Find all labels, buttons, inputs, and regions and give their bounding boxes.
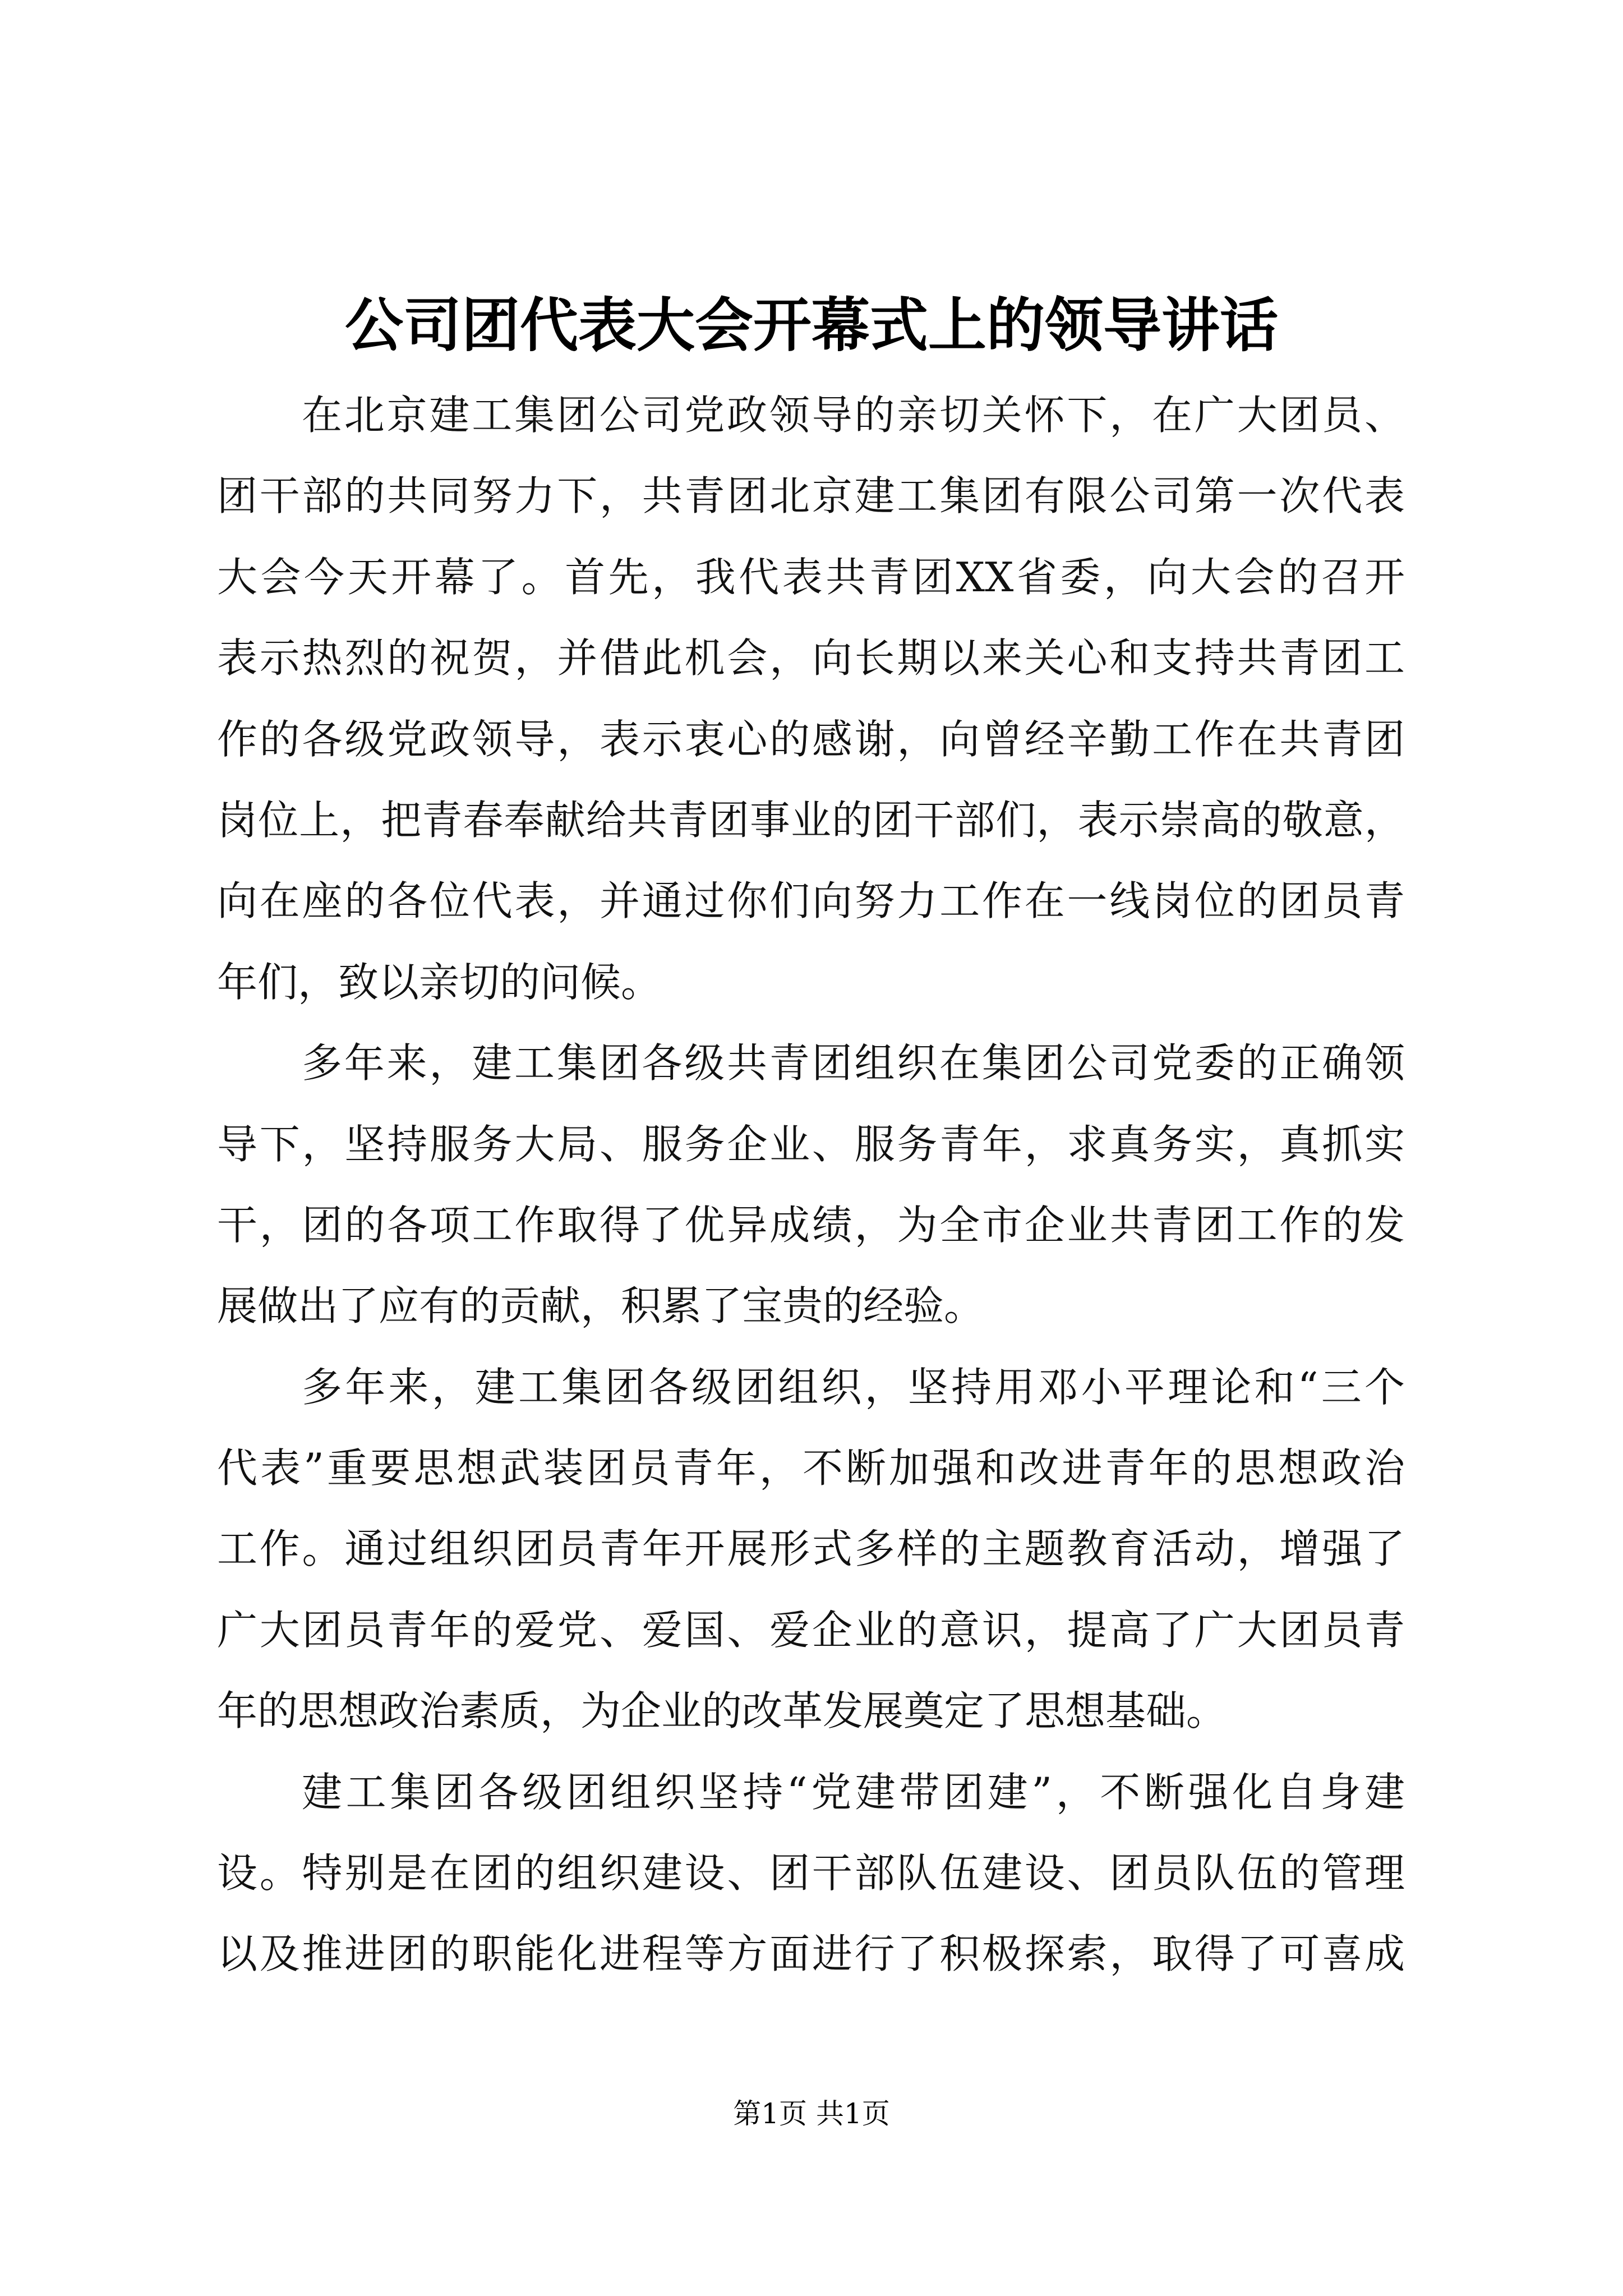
text-line: 干，团的各项工作取得了优异成绩，为全市企业共青团工作的发 [217,1201,1405,1249]
text-line: 大会今天开幕了。首先，我代表共青团XX省委，向大会的召开 [217,553,1405,601]
text-line: 团干部的共同努力下，共青团北京建工集团有限公司第一次代表 [217,472,1405,520]
text-line: 在北京建工集团公司党政领导的亲切关怀下，在广大团员、 [302,392,1405,439]
text-line: 广大团员青年的爱党、爱国、爱企业的意识，提高了广大团员青 [217,1606,1405,1654]
text-line: 岗位上，把青春奉献给共青团事业的团干部们，表示崇高的敬意， [217,796,1405,844]
paragraph-2 [217,1023,1405,1347]
document-body [217,375,1405,1995]
text-line: 设。特别是在团的组织建设、团干部队伍建设、团员队伍的管理 [217,1849,1405,1897]
text-line: 导下，坚持服务大局、服务企业、服务青年，求真务实，真抓实 [217,1120,1405,1168]
text-line: 以及推进团的职能化进程等方面进行了积极探索，取得了可喜成 [217,1930,1405,1978]
text-line: 表示热烈的祝贺，并借此机会，向长期以来关心和支持共青团工 [217,634,1405,682]
text-line: 作的各级党政领导，表示衷心的感谢，向曾经辛勤工作在共青团 [217,715,1405,763]
paragraph-1 [217,375,1405,1023]
page-footer: 第1页 共1页 [733,2097,890,2130]
text-line: 代表”重要思想武装团员青年，不断加强和改进青年的思想政治 [217,1444,1405,1492]
text-line: 建工集团各级团组织坚持“党建带团建”，不断强化自身建 [302,1768,1405,1816]
text-line: 多年来，建工集团各级团组织，坚持用邓小平理论和“三个 [302,1363,1405,1411]
paragraph-4 [217,1752,1405,1995]
paragraph-3 [217,1347,1405,1752]
text-line: 展做出了应有的贡献，积累了宝贵的经验。 [217,1282,985,1330]
document-title: 公司团代表大会开幕式上的领导讲话 [344,291,1278,360]
text-line: 多年来，建工集团各级共青团组织在集团公司党委的正确领 [302,1039,1405,1087]
text-line: 向在座的各位代表，并通过你们向努力工作在一线岗位的团员青 [217,877,1405,925]
text-line: 年的思想政治素质，为企业的改革发展奠定了思想基础。 [217,1687,1227,1735]
text-line: 工作。通过组织团员青年开展形式多样的主题教育活动，增强了 [217,1525,1405,1573]
text-line: 年们，致以亲切的问候。 [217,958,662,1006]
